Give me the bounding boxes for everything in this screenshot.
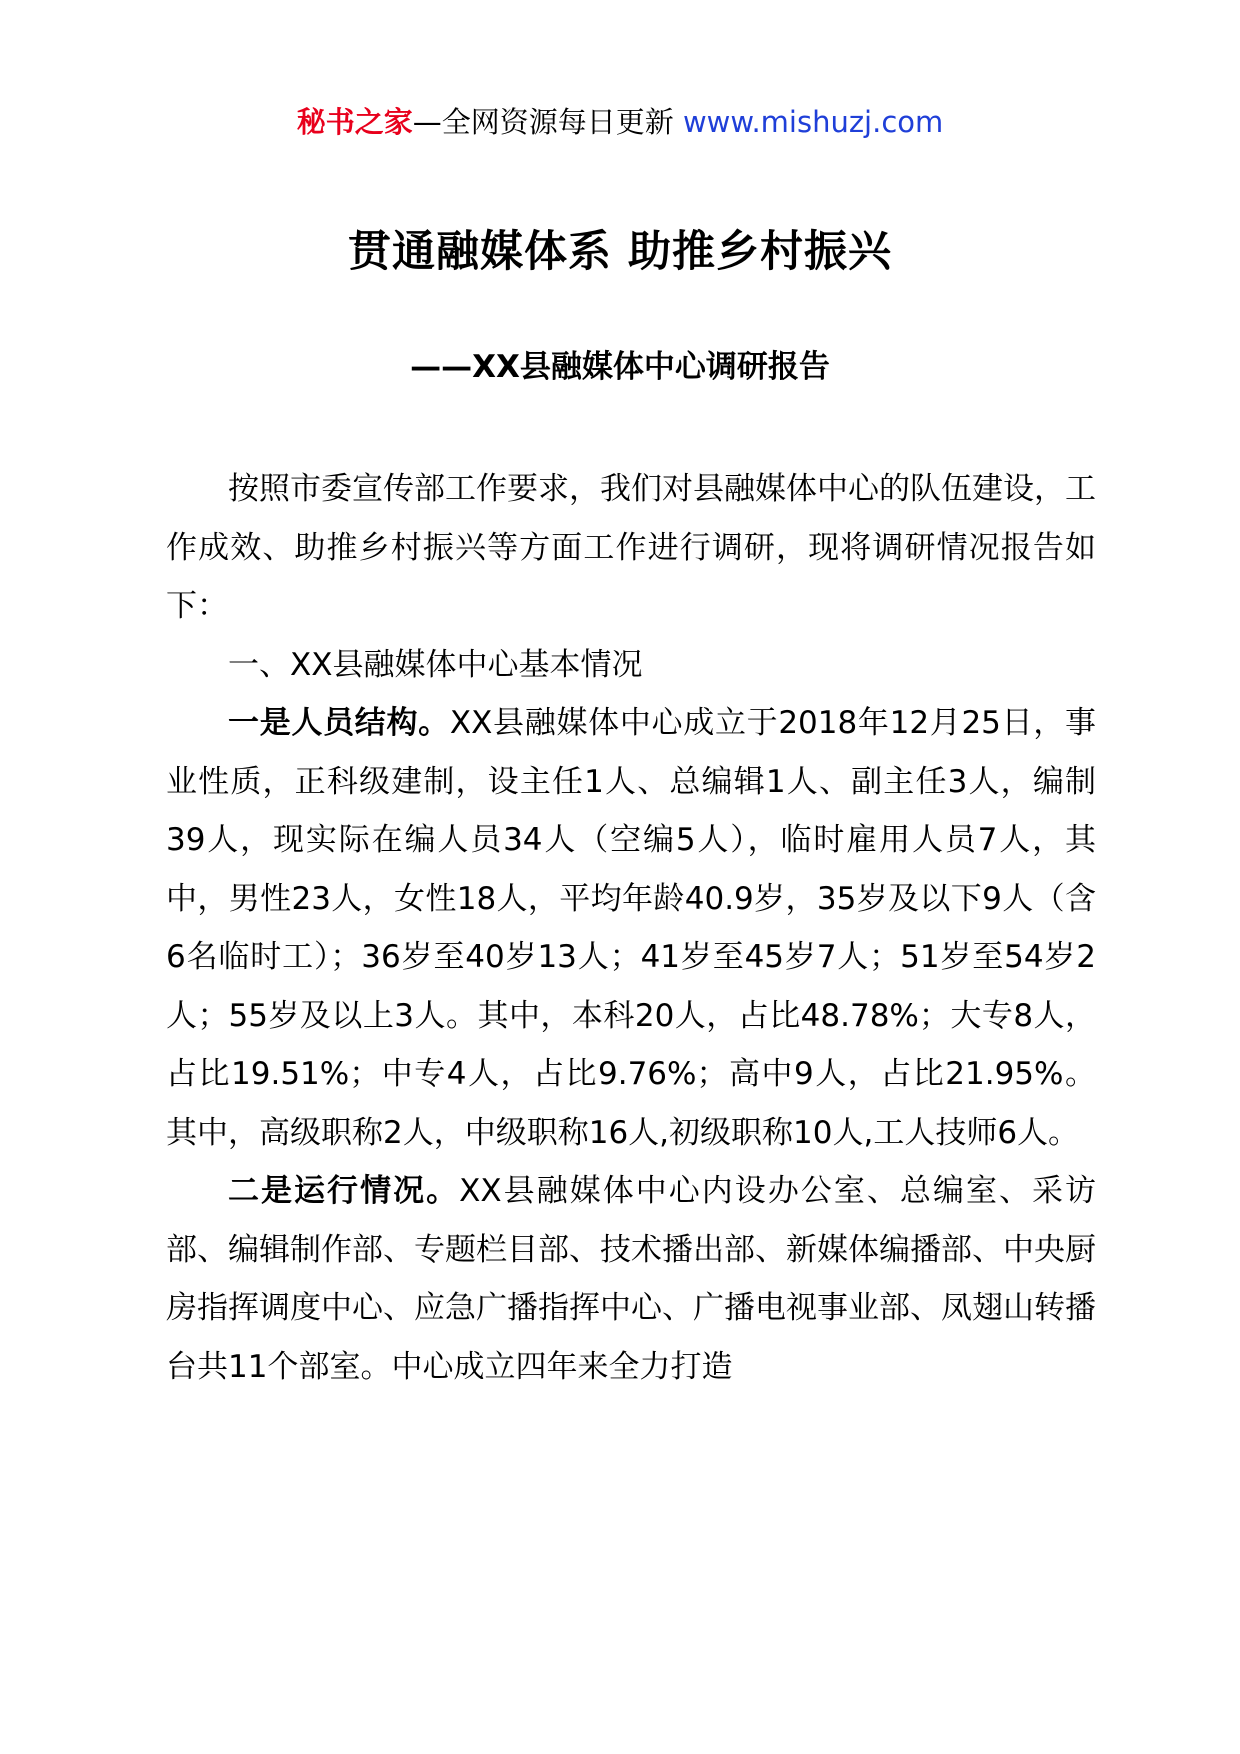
document-title: 贯通融媒体系 助推乡村振兴 xyxy=(348,227,892,277)
site-header xyxy=(0,100,1240,144)
paragraph-staff-structure xyxy=(166,694,1096,1162)
paragraph-text-staff: XX县融媒体中心成立于2018年12月25日，事业性质，正科级建制，设主任1人、总编辑1人、副主任3人，编制39人，现实际在编人员34人（空编5人），临时雇用人员7人，其中，男性23人，女性18人，平均年龄40.9岁，35岁及以下9人（含6名临时工）；36岁至40岁13人；41岁至45岁7人；51岁至54岁2人；55岁及以上3人。其中，本科20人，占比48.78%；大专8人，占比19.51%；中专4人，占比9.76%；高中9人，占比21.95%。其中，高级职称2人，中级职称16人,初级职称10人,工人技师6人。 xyxy=(166,705,1097,1151)
intro-paragraph: 按照市委宣传部工作要求，我们对县融媒体中心的队伍建设，工作成效、助推乡村振兴等方面工作进行调研，现将调研情况报告如下： xyxy=(166,471,1096,624)
paragraph-operations xyxy=(166,1162,1096,1396)
document-body xyxy=(166,460,1096,1396)
paragraph-text-operations: XX县融媒体中心内设办公室、总编室、采访部、编辑制作部、专题栏目部、技术播出部、新媒体编播部、中央厨房指挥调度中心、应急广播指挥中心、广播电视事业部、凤翅山转播台共11个部室。中心成立四年来全力打造 xyxy=(166,1173,1096,1385)
site-url-link[interactable]: www.mishuzj.com xyxy=(682,105,944,139)
document-subtitle: ——XX县融媒体中心调研报告 xyxy=(410,349,830,385)
paragraph-lead-operations: 二是运行情况。 xyxy=(228,1173,460,1209)
site-brand[interactable]: 秘书之家 xyxy=(296,105,413,139)
paragraph-lead-staff: 一是人员结构。 xyxy=(228,705,450,741)
site-slogan: —全网资源每日更新 xyxy=(412,105,674,139)
section-heading: 一、XX县融媒体中心基本情况 xyxy=(228,646,643,683)
